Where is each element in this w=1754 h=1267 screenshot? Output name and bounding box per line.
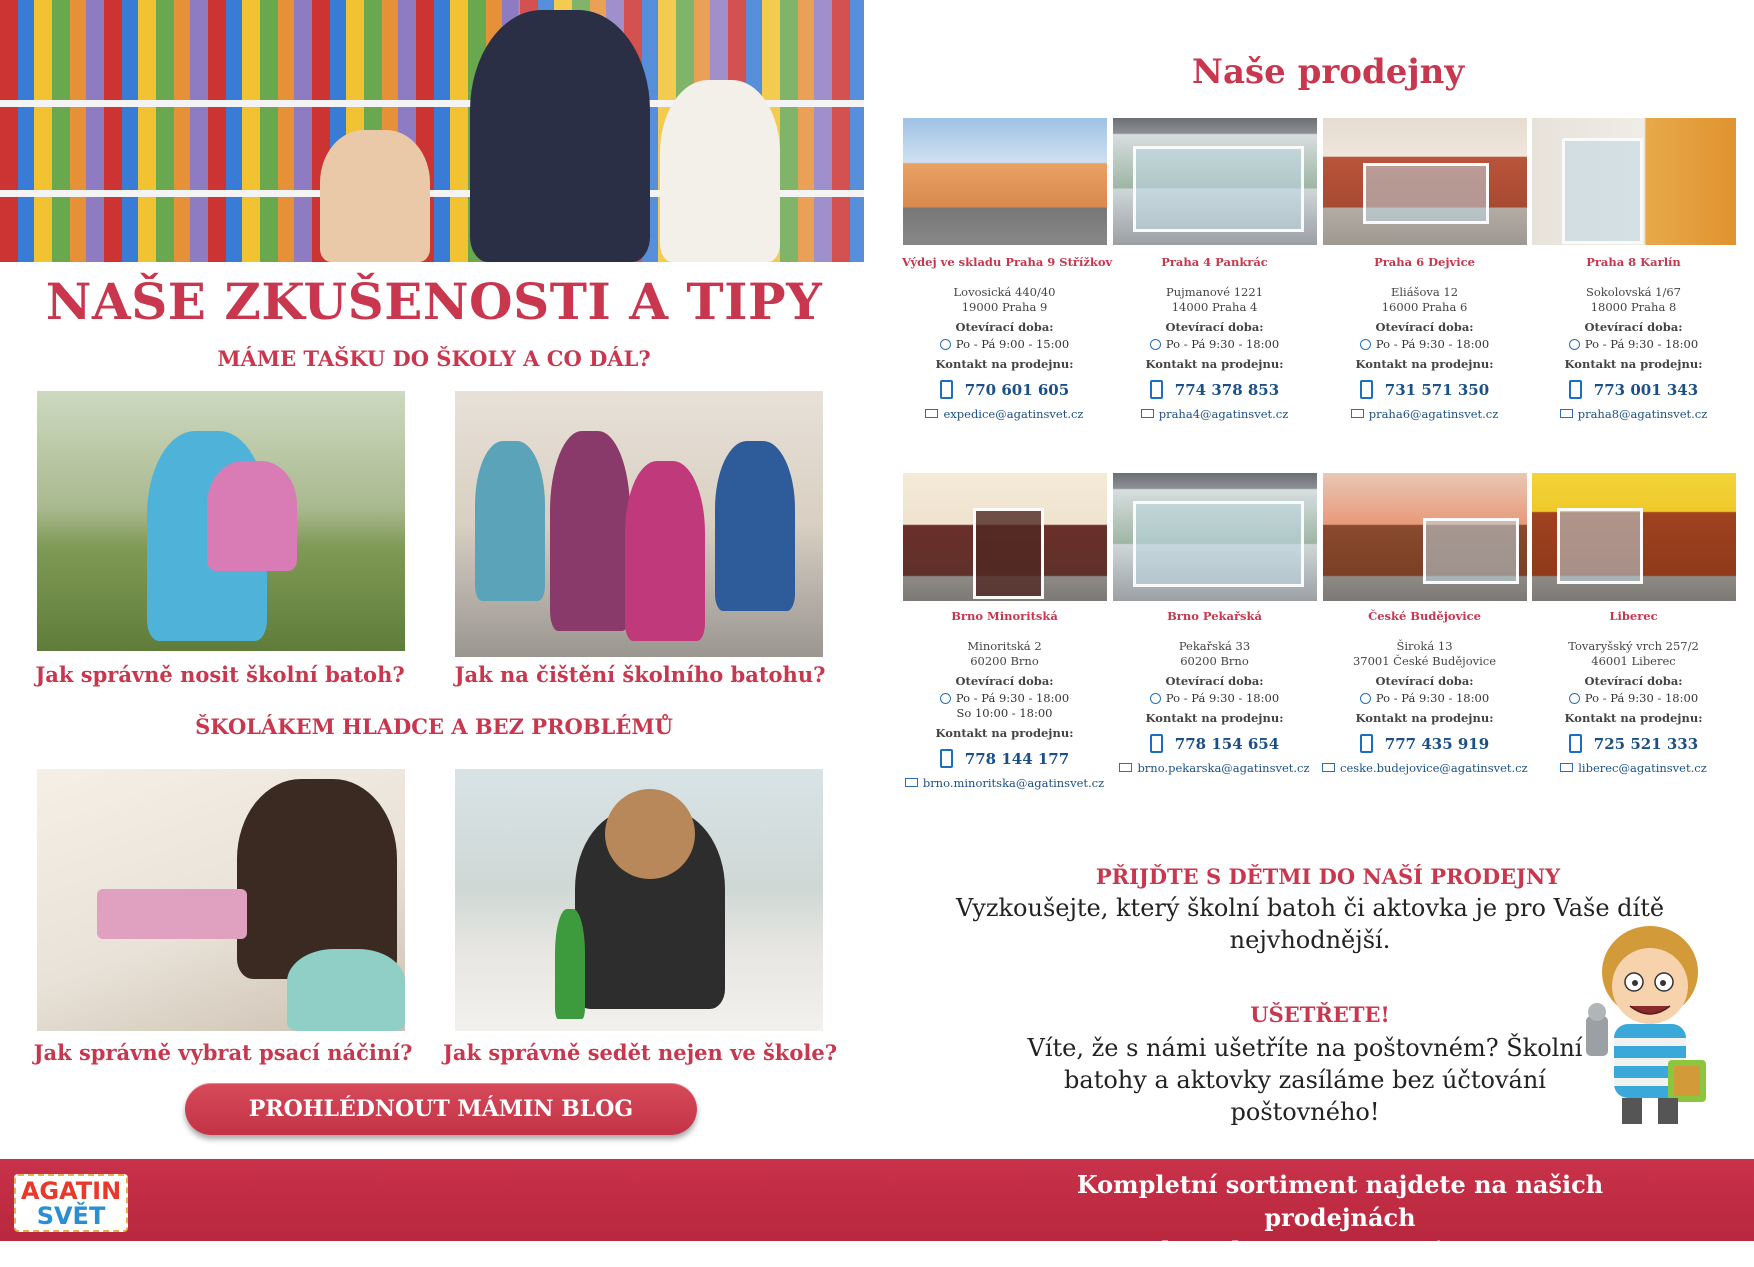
store-email[interactable]: ceske.budejovice@agatinsvet.cz xyxy=(1322,761,1527,775)
stores-title: Naše prodejny xyxy=(1191,52,1465,92)
store-email[interactable]: brno.pekarska@agatinsvet.cz xyxy=(1112,761,1317,775)
article-photo-3[interactable] xyxy=(37,769,405,1031)
store-address: Pekařská 33 xyxy=(1178,639,1251,653)
promo-text-save: Víte, že s námi ušetříte na poštovném? Školní batohy a aktovky zasíláme bez účtování poštovného! xyxy=(1027,1034,1583,1126)
hours-label: Otevírací doba: xyxy=(1165,320,1264,334)
store-card xyxy=(1531,609,1736,775)
hours-label: Otevírací doba: xyxy=(955,320,1054,334)
hours-label: Otevírací doba: xyxy=(1584,674,1683,688)
store-hours: Po - Pá 9:30 - 18:00 xyxy=(1375,337,1490,351)
store-email[interactable]: praha4@agatinsvet.cz xyxy=(1112,407,1317,421)
store-phone[interactable]: 774 378 853 xyxy=(1112,381,1317,401)
mail-icon xyxy=(1560,763,1573,772)
store-hours: Po - Pá 9:30 - 18:00 xyxy=(1584,337,1699,351)
store-address: Pujmanové 1221 xyxy=(1165,285,1264,299)
store-phone[interactable]: 777 435 919 xyxy=(1322,735,1527,755)
store-address: Eliášova 12 xyxy=(1390,285,1459,299)
store-card xyxy=(1531,255,1736,421)
footer-text xyxy=(1010,1168,1670,1267)
store-address: Tovaryšský vrch 257/2 xyxy=(1568,639,1699,653)
contact-label: Kontakt na prodejnu: xyxy=(1145,357,1284,371)
store-photo-4 xyxy=(903,473,1107,601)
store-photo-1 xyxy=(1113,118,1317,245)
hours-label: Otevírací doba: xyxy=(1375,320,1474,334)
contact-label: Kontakt na prodejnu: xyxy=(1355,357,1494,371)
section-heading-1: MÁME TAŠKU DO ŠKOLY A CO DÁL? xyxy=(217,346,651,371)
hours-label: Otevírací doba: xyxy=(1165,674,1264,688)
promo-heading-visit: PŘIJĎTE S DĚTMI DO NAŠÍ PRODEJNY xyxy=(1095,864,1561,889)
contact-label: Kontakt na prodejnu: xyxy=(935,726,1074,740)
phone-icon xyxy=(1150,734,1163,753)
store-hours: Po - Pá 9:30 - 18:00 xyxy=(1165,337,1280,351)
store-address: Široká 13 xyxy=(1396,639,1453,653)
store-email[interactable]: expedice@agatinsvet.cz xyxy=(902,407,1107,421)
blog-button[interactable]: PROHLÉDNOUT MÁMIN BLOG xyxy=(185,1083,697,1135)
clock-icon xyxy=(1360,693,1371,704)
store-photo-7 xyxy=(1532,473,1736,601)
store-name: Liberec xyxy=(1609,609,1658,623)
phone-icon xyxy=(940,380,953,399)
clock-icon xyxy=(1569,339,1580,350)
store-city: 60200 Brno xyxy=(970,654,1039,668)
store-card xyxy=(902,255,1113,421)
store-photo-6 xyxy=(1323,473,1527,601)
store-hours: Po - Pá 9:30 - 18:00 xyxy=(1165,691,1280,705)
article-caption-2[interactable]: Jak na čištění školního batohu? xyxy=(454,662,826,687)
clock-icon xyxy=(1360,339,1371,350)
mail-icon xyxy=(1119,763,1132,772)
page-title: NAŠE ZKUŠENOSTI A TIPY xyxy=(45,272,823,331)
store-hours-saturday: So 10:00 - 18:00 xyxy=(956,706,1053,720)
mail-icon xyxy=(1322,763,1335,772)
store-photo-3 xyxy=(1532,118,1736,245)
store-name: Výdej ve skladu Praha 9 Střížkov xyxy=(902,255,1113,269)
logo-line-2: SVĚT xyxy=(36,1202,106,1230)
hours-label: Otevírací doba: xyxy=(955,674,1054,688)
store-card xyxy=(902,609,1107,790)
store-photo-2 xyxy=(1323,118,1527,245)
store-name: Praha 8 Karlín xyxy=(1586,255,1681,269)
footer-line-1: Kompletní sortiment najdete na našich prodejnách xyxy=(1076,1170,1604,1232)
store-card xyxy=(1112,609,1317,775)
clock-icon xyxy=(1150,693,1161,704)
promo-heading-save: UŠETŘETE! xyxy=(1250,1002,1390,1027)
store-city: 60200 Brno xyxy=(1180,654,1249,668)
store-card xyxy=(1322,609,1527,775)
contact-label: Kontakt na prodejnu: xyxy=(935,357,1074,371)
article-caption-3[interactable]: Jak správně vybrat psací náčiní? xyxy=(33,1040,413,1065)
store-address: Lovosická 440/40 xyxy=(953,285,1056,299)
article-caption-1[interactable]: Jak správně nosit školní batoh? xyxy=(35,662,405,687)
clock-icon xyxy=(940,339,951,350)
article-photo-2[interactable] xyxy=(455,391,823,657)
mail-icon xyxy=(1560,409,1573,418)
store-card xyxy=(1112,255,1317,421)
cartoon-boy-illustration xyxy=(1572,920,1722,1130)
contact-label: Kontakt na prodejnu: xyxy=(1564,711,1703,725)
store-hours: Po - Pá 9:30 - 18:00 xyxy=(1584,691,1699,705)
phone-icon xyxy=(1150,380,1163,399)
store-hours: Po - Pá 9:00 - 15:00 xyxy=(955,337,1070,351)
mail-icon xyxy=(1141,409,1154,418)
store-phone[interactable]: 770 601 605 xyxy=(902,381,1107,401)
hours-label: Otevírací doba: xyxy=(1584,320,1683,334)
mail-icon xyxy=(905,778,918,787)
store-card xyxy=(1322,255,1527,421)
store-phone[interactable]: 773 001 343 xyxy=(1531,381,1736,401)
store-name: Brno Minoritská xyxy=(951,609,1058,623)
store-email[interactable]: liberec@agatinsvet.cz xyxy=(1531,761,1736,775)
store-city: 14000 Praha 4 xyxy=(1171,300,1258,314)
article-photo-1[interactable] xyxy=(37,391,405,651)
store-email[interactable]: praha6@agatinsvet.cz xyxy=(1322,407,1527,421)
store-hours: Po - Pá 9:30 - 18:00 xyxy=(1375,691,1490,705)
store-hours: Po - Pá 9:30 - 18:00 xyxy=(955,691,1070,705)
store-city: 19000 Praha 9 xyxy=(961,300,1048,314)
clock-icon xyxy=(1150,339,1161,350)
store-city: 37001 České Budějovice xyxy=(1352,654,1497,668)
clock-icon xyxy=(1569,693,1580,704)
store-city: 18000 Praha 8 xyxy=(1590,300,1677,314)
article-caption-4[interactable]: Jak správně sedět nejen ve škole? xyxy=(442,1040,838,1065)
mail-icon xyxy=(1351,409,1364,418)
phone-icon xyxy=(1569,734,1582,753)
phone-icon xyxy=(940,749,953,768)
logo-line-1: AGATIN xyxy=(20,1177,122,1205)
phone-icon xyxy=(1360,380,1373,399)
store-email[interactable]: praha8@agatinsvet.cz xyxy=(1531,407,1736,421)
store-phone[interactable]: 778 144 177 xyxy=(902,750,1107,770)
store-phone[interactable]: 725 521 333 xyxy=(1531,735,1736,755)
store-photo-0 xyxy=(903,118,1107,245)
store-phone[interactable]: 778 154 654 xyxy=(1112,735,1317,755)
contact-label: Kontakt na prodejnu: xyxy=(1355,711,1494,725)
store-city: 16000 Praha 6 xyxy=(1381,300,1468,314)
footer-eshop-link[interactable]: nebo eshopu www.agatinsvet.cz xyxy=(1128,1236,1552,1265)
phone-icon xyxy=(1360,734,1373,753)
store-phone[interactable]: 731 571 350 xyxy=(1322,381,1527,401)
store-name: Praha 6 Dejvice xyxy=(1374,255,1475,269)
hours-label: Otevírací doba: xyxy=(1375,674,1474,688)
store-address: Sokolovská 1/67 xyxy=(1586,285,1681,299)
mail-icon xyxy=(925,409,938,418)
store-email[interactable]: brno.minoritska@agatinsvet.cz xyxy=(902,776,1107,790)
article-photo-4[interactable] xyxy=(455,769,823,1031)
store-address: Minoritská 2 xyxy=(967,639,1042,653)
store-name: České Budějovice xyxy=(1368,609,1481,623)
contact-label: Kontakt na prodejnu: xyxy=(1564,357,1703,371)
hero-photo-shop xyxy=(0,0,864,262)
phone-icon xyxy=(1569,380,1582,399)
clock-icon xyxy=(940,693,951,704)
agatin-svet-logo[interactable] xyxy=(14,1174,128,1232)
store-city: 46001 Liberec xyxy=(1591,654,1676,668)
store-photo-5 xyxy=(1113,473,1317,601)
store-name: Brno Pekařská xyxy=(1167,609,1262,623)
promo-text-visit: Vyzkoušejte, který školní batoh či aktovka je pro Vaše dítě nejvhodnější. xyxy=(955,894,1665,954)
section-heading-2: ŠKOLÁKEM HLADCE A BEZ PROBLÉMŮ xyxy=(195,714,673,739)
store-name: Praha 4 Pankrác xyxy=(1161,255,1268,269)
contact-label: Kontakt na prodejnu: xyxy=(1145,711,1284,725)
